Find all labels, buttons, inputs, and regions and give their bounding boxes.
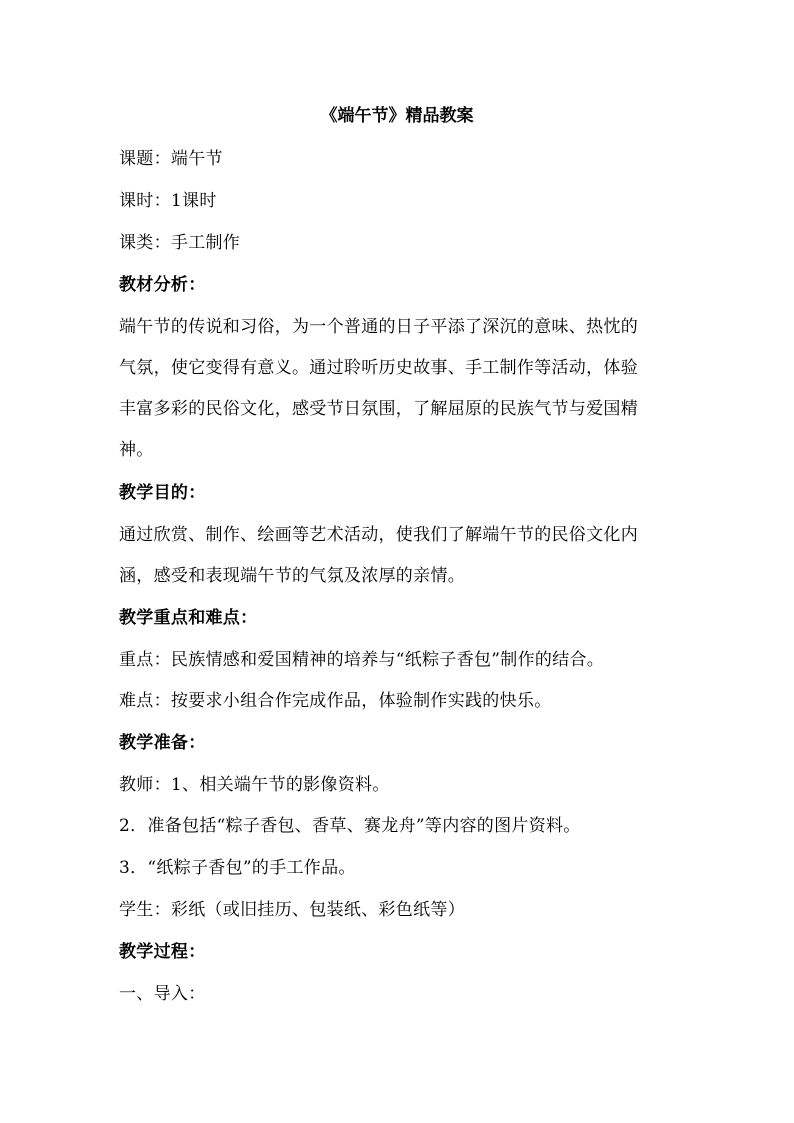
section-heading-key-points: 教学重点和难点： bbox=[119, 608, 258, 628]
preparation-item: 学生：彩纸（或旧挂历、包装纸、彩色纸等） bbox=[119, 900, 465, 920]
preparation-item: 3．“纸粽子香包”的手工作品。 bbox=[119, 858, 356, 878]
section-heading-preparation: 教学准备： bbox=[119, 733, 206, 753]
section-heading-objectives: 教学目的： bbox=[119, 483, 206, 503]
lesson-topic: 课题：端午节 bbox=[119, 149, 223, 169]
process-step: 一、导入： bbox=[119, 984, 206, 1004]
document-title: 《端午节》精品教案 bbox=[320, 106, 474, 126]
paragraph-line: 丰富多彩的民俗文化，感受节日氛围，了解屈原的民族气节与爱国精 bbox=[119, 399, 638, 419]
preparation-item: 2．准备包括“粽子香包、香草、赛龙舟”等内容的图片资料。 bbox=[119, 816, 581, 836]
paragraph-line: 神。 bbox=[119, 440, 154, 460]
paragraph-line: 通过欣赏、制作、绘画等艺术活动，使我们了解端午节的民俗文化内 bbox=[119, 525, 638, 545]
lesson-duration: 课时：1课时 bbox=[119, 191, 217, 211]
section-heading-process: 教学过程： bbox=[119, 942, 206, 962]
paragraph-line: 气氛，使它变得有意义。通过聆听历史故事、手工制作等活动，体验 bbox=[119, 358, 638, 378]
preparation-item: 教师：1、相关端午节的影像资料。 bbox=[119, 775, 390, 795]
difficulty-line: 难点：按要求小组合作完成作品，体验制作实践的快乐。 bbox=[119, 691, 552, 711]
paragraph-line: 涵，感受和表现端午节的气氛及浓厚的亲情。 bbox=[119, 566, 465, 586]
lesson-type: 课类：手工制作 bbox=[119, 233, 241, 253]
section-heading-material-analysis: 教材分析： bbox=[119, 275, 206, 295]
paragraph-line: 端午节的传说和习俗，为一个普通的日子平添了深沉的意味、热忱的 bbox=[119, 317, 638, 337]
key-point-line: 重点：民族情感和爱国精神的培养与“纸粽子香包”制作的结合。 bbox=[119, 650, 605, 670]
